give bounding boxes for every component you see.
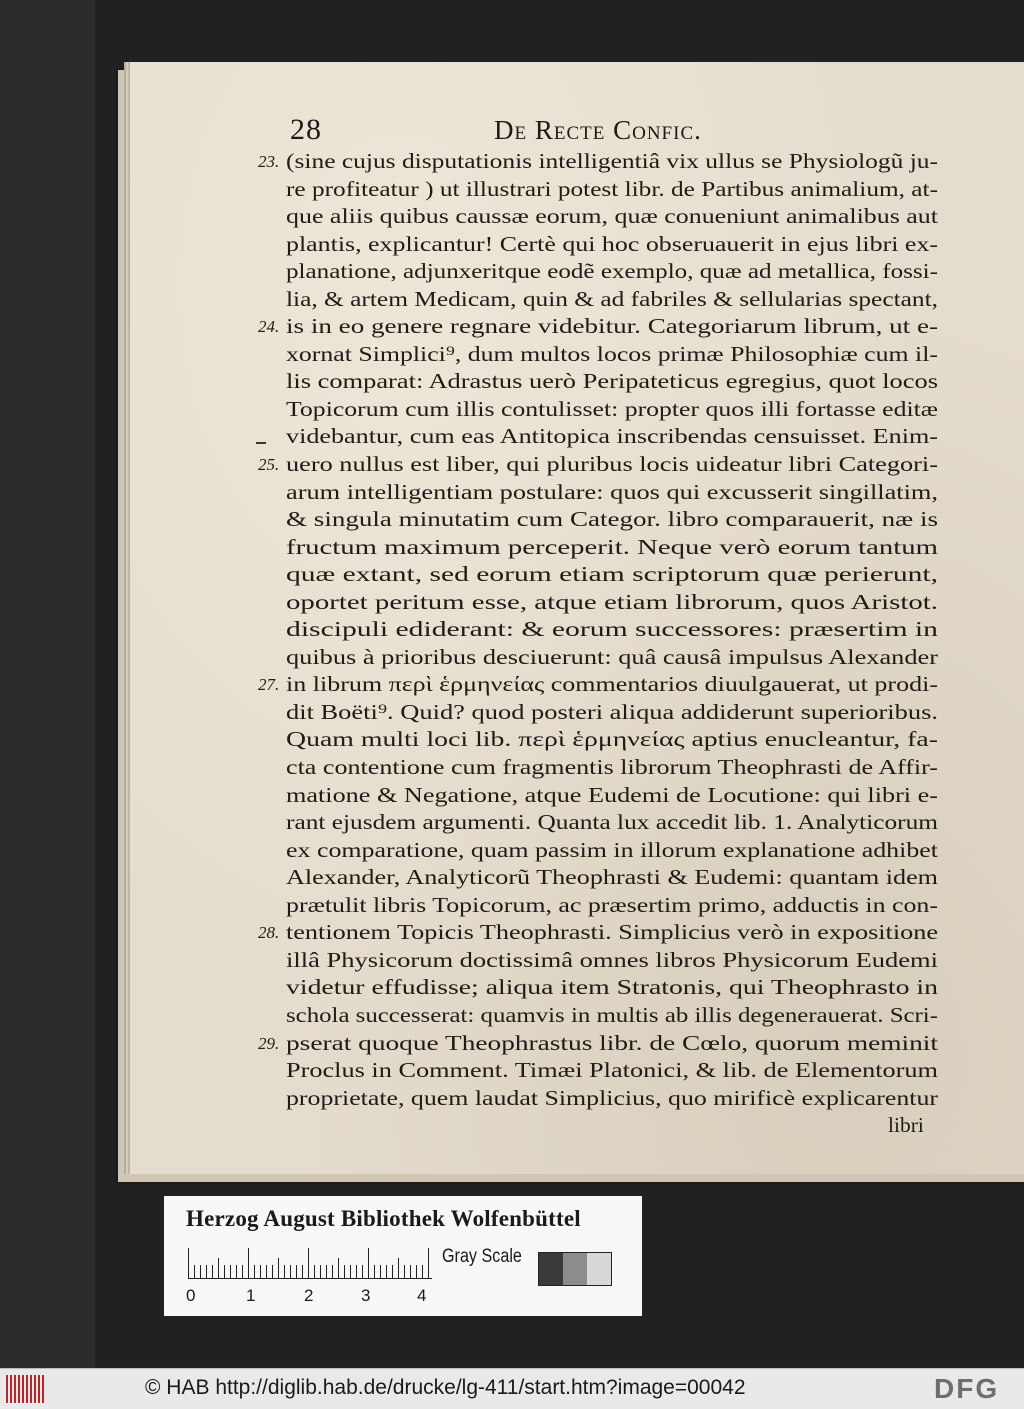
ruler-tick xyxy=(410,1265,411,1278)
line-text: pserat quoque Theophrastus libr. de Cœlo, quorum meminit xyxy=(286,1030,938,1055)
ruler-tick xyxy=(368,1248,369,1278)
ruler-tick xyxy=(392,1265,393,1278)
line-text: rant ejusdem argumenti. Quanta lux accedit lib. 1. Analyticorum xyxy=(286,810,938,835)
ruler-tick xyxy=(350,1265,351,1278)
text-line xyxy=(258,451,938,479)
text-line xyxy=(258,396,938,424)
page-number: 28 xyxy=(290,113,322,146)
line-text: proprietate, quem laudat Simplicius, quo mirificè explicarentur xyxy=(286,1085,938,1110)
ruler-tick xyxy=(356,1265,357,1278)
line-text: fructum maximum perceperit. Neque verò eorum tantum xyxy=(286,534,938,559)
line-text: Alexander, Analyticorũ Theophrasti & Eudemi: quantam idem xyxy=(286,865,938,890)
ruler-tick xyxy=(404,1265,405,1278)
line-text: lis comparat: Adrastus uerò Peripateticus egregius, quot locos xyxy=(286,369,938,394)
ruler-tick xyxy=(266,1265,267,1278)
line-text: libri xyxy=(888,1113,924,1138)
line-text: discipuli ediderant: & eorum successores: præsertim in xyxy=(286,617,938,642)
text-line xyxy=(258,1057,938,1085)
text-line xyxy=(258,176,938,204)
text-line xyxy=(258,479,938,507)
library-name: Herzog August Bibliothek Wolfenbüttel xyxy=(186,1206,581,1231)
ruler-tick xyxy=(386,1265,387,1278)
ruler-tick xyxy=(272,1265,273,1278)
text-line xyxy=(258,974,938,1002)
text-line xyxy=(258,286,938,314)
ruler-tick xyxy=(224,1265,225,1278)
text-line xyxy=(258,1112,938,1140)
ruler-tick xyxy=(284,1265,285,1278)
ruler-tick xyxy=(188,1248,189,1278)
line-text: & singula minutatim cum Categor. libro comparauerit, næ is xyxy=(286,507,938,532)
margin-note-number: 28. xyxy=(258,923,280,943)
line-text: planatione, adjunxeritque eodẽ exemplo, quæ ad metallica, fossi- xyxy=(286,259,939,284)
hab-logo-icon xyxy=(6,1375,46,1403)
line-text: in librum περὶ ἑρμηνείας commentarios diuulgauerat, ut prodi- xyxy=(286,672,938,697)
running-title: De Recte Confic. xyxy=(494,115,702,145)
line-text: matione & Negatione, atque Eudemi de Locutione: qui libri e- xyxy=(286,782,938,807)
ruler-number: 1 xyxy=(246,1286,256,1305)
text-line xyxy=(258,754,938,782)
gray-scale-swatches xyxy=(538,1252,612,1286)
ruler-tick xyxy=(296,1265,297,1278)
text-line xyxy=(258,1030,938,1058)
margin-note-number: 27. xyxy=(258,675,280,695)
line-text: Topicorum cum illis contulisset: propter quos illi fortasse editæ xyxy=(286,396,938,421)
ruler-tick xyxy=(314,1265,315,1278)
ruler-tick xyxy=(200,1265,201,1278)
scale-ruler xyxy=(188,1248,432,1279)
ruler-tick xyxy=(320,1265,321,1278)
text-line xyxy=(258,506,938,534)
text-line xyxy=(258,644,938,672)
line-text: tentionem Topicis Theophrasti. Simplicius verò in expositione xyxy=(286,920,938,945)
text-line xyxy=(258,341,938,369)
library-label-card xyxy=(164,1196,642,1316)
line-text: quibus à prioribus desciuerunt: quâ causâ impulsus Alexander xyxy=(286,644,938,669)
ruler-tick xyxy=(236,1265,237,1278)
ruler-tick xyxy=(308,1248,309,1278)
ruler-tick xyxy=(194,1265,195,1278)
line-text: prætulit libris Topicorum, ac præsertim primo, adductis in con- xyxy=(286,892,938,917)
ruler-tick xyxy=(254,1265,255,1278)
footer-bar xyxy=(0,1368,1024,1409)
line-text: arum intelligentiam postulare: quos qui excusserit singillatim, xyxy=(286,479,938,504)
ruler-tick xyxy=(362,1265,363,1278)
text-line xyxy=(258,919,938,947)
line-text: (sine cujus disputationis intelligentiâ vix ullus se Physiologũ ju- xyxy=(286,149,938,173)
ruler-tick xyxy=(332,1265,333,1278)
text-line xyxy=(258,561,938,589)
margin-note-number: 23. xyxy=(258,152,280,171)
line-text: que aliis quibus caussæ eorum, quæ conueniunt animalibus aut xyxy=(286,204,938,229)
ruler-tick xyxy=(248,1248,249,1278)
text-line xyxy=(258,671,938,699)
gray-swatch xyxy=(539,1253,563,1285)
gray-swatch xyxy=(587,1253,611,1285)
line-text: lia, & artem Medicam, quin & ad fabriles & sellularias spectant, xyxy=(286,286,938,311)
ruler-tick xyxy=(326,1265,327,1278)
ruler-tick xyxy=(380,1265,381,1278)
text-line xyxy=(258,313,938,341)
gray-swatch xyxy=(563,1253,587,1285)
ruler-tick xyxy=(302,1265,303,1278)
ruler-tick xyxy=(398,1258,399,1278)
line-text: quæ extant, sed eorum etiam scriptorum quæ perierunt, xyxy=(286,562,938,587)
line-text: xornat Simplici⁹, dum multos locos primæ Philosophiæ cum il- xyxy=(286,341,938,366)
ruler-number: 3 xyxy=(361,1286,371,1305)
ruler-number: 2 xyxy=(304,1286,314,1305)
text-line xyxy=(258,589,938,617)
text-line xyxy=(258,148,938,176)
ruler-tick xyxy=(230,1265,231,1278)
ruler-tick xyxy=(374,1265,375,1278)
line-text: re profiteatur ) ut illustrari potest libr. de Partibus animalium, at- xyxy=(286,176,938,201)
running-head xyxy=(290,113,770,147)
copyright-link[interactable]: © HAB http://diglib.hab.de/drucke/lg-411/start.htm?image=00042 xyxy=(145,1376,746,1399)
line-text: cta contentione cum fragmentis librorum Theophrasti de Affir- xyxy=(286,755,938,780)
text-line xyxy=(258,1002,938,1030)
ruler-tick xyxy=(338,1258,339,1278)
line-text: videbantur, cum eas Antitopica inscribendas censuisset. Enim- xyxy=(286,424,938,449)
ruler-tick xyxy=(206,1265,207,1278)
text-line xyxy=(258,726,938,754)
ruler-tick xyxy=(290,1265,291,1278)
line-text: plantis, explicantur! Certè qui hoc obseruauerit in ejus libri ex- xyxy=(286,231,938,256)
line-text: videtur effudisse; aliqua item Stratonis, qui Theophrasto in xyxy=(286,975,938,1000)
margin-note-number: 25. xyxy=(258,455,280,475)
text-line xyxy=(258,1085,938,1113)
text-line xyxy=(258,616,938,644)
text-line xyxy=(258,864,938,892)
text-line xyxy=(258,534,938,562)
gray-scale-label: Gray Scale xyxy=(442,1246,522,1267)
margin-note-number: 29. xyxy=(258,1033,280,1053)
line-text: Quam multi loci lib. περὶ ἑρμηνείας aptius enucleantur, fa- xyxy=(286,727,938,752)
text-line xyxy=(258,809,938,837)
text-line xyxy=(258,782,938,810)
ruler-tick xyxy=(416,1265,417,1278)
line-text: dit Boëti⁹. Quid? quod posteri aliqua addiderunt superioribus. xyxy=(286,699,938,724)
ruler-tick xyxy=(278,1258,279,1278)
text-line xyxy=(258,699,938,727)
dfg-logo: DFG xyxy=(934,1373,1000,1404)
line-text: ex comparatione, quam passim in illorum explanatione adhibet xyxy=(286,837,938,862)
text-line xyxy=(258,368,938,396)
ruler-tick xyxy=(242,1265,243,1278)
ruler-tick xyxy=(344,1265,345,1278)
margin-note-number: 24. xyxy=(258,317,280,337)
line-text: Proclus in Comment. Timæi Platonici, & lib. de Elementorum xyxy=(286,1058,938,1083)
text-line xyxy=(258,837,938,865)
body-text xyxy=(258,148,938,1140)
line-text: oportet peritum esse, atque etiam librorum, quos Aristot. xyxy=(286,589,938,614)
ruler-number: 0 xyxy=(186,1286,196,1305)
text-line xyxy=(258,892,938,920)
text-line xyxy=(258,423,938,451)
ruler-number: 4 xyxy=(417,1286,427,1305)
ruler-tick xyxy=(260,1265,261,1278)
ruler-tick xyxy=(212,1265,213,1278)
line-text: illâ Physicorum doctissimâ omnes libros Physicorum Eudemi xyxy=(286,947,938,972)
line-text: uero nullus est liber, qui pluribus locis uideatur libri Categori- xyxy=(286,452,938,477)
text-line xyxy=(258,947,938,975)
text-line xyxy=(258,203,938,231)
line-text: schola successerat: quamvis in multis ab illis degenerauerat. Scri- xyxy=(286,1002,938,1027)
text-line xyxy=(258,258,938,286)
line-text: is in eo genere regnare videbitur. Categoriarum librum, ut e- xyxy=(286,314,938,339)
text-line xyxy=(258,231,938,259)
ruler-tick xyxy=(422,1265,423,1278)
ruler-tick xyxy=(218,1258,219,1278)
ruler-tick xyxy=(428,1248,429,1278)
